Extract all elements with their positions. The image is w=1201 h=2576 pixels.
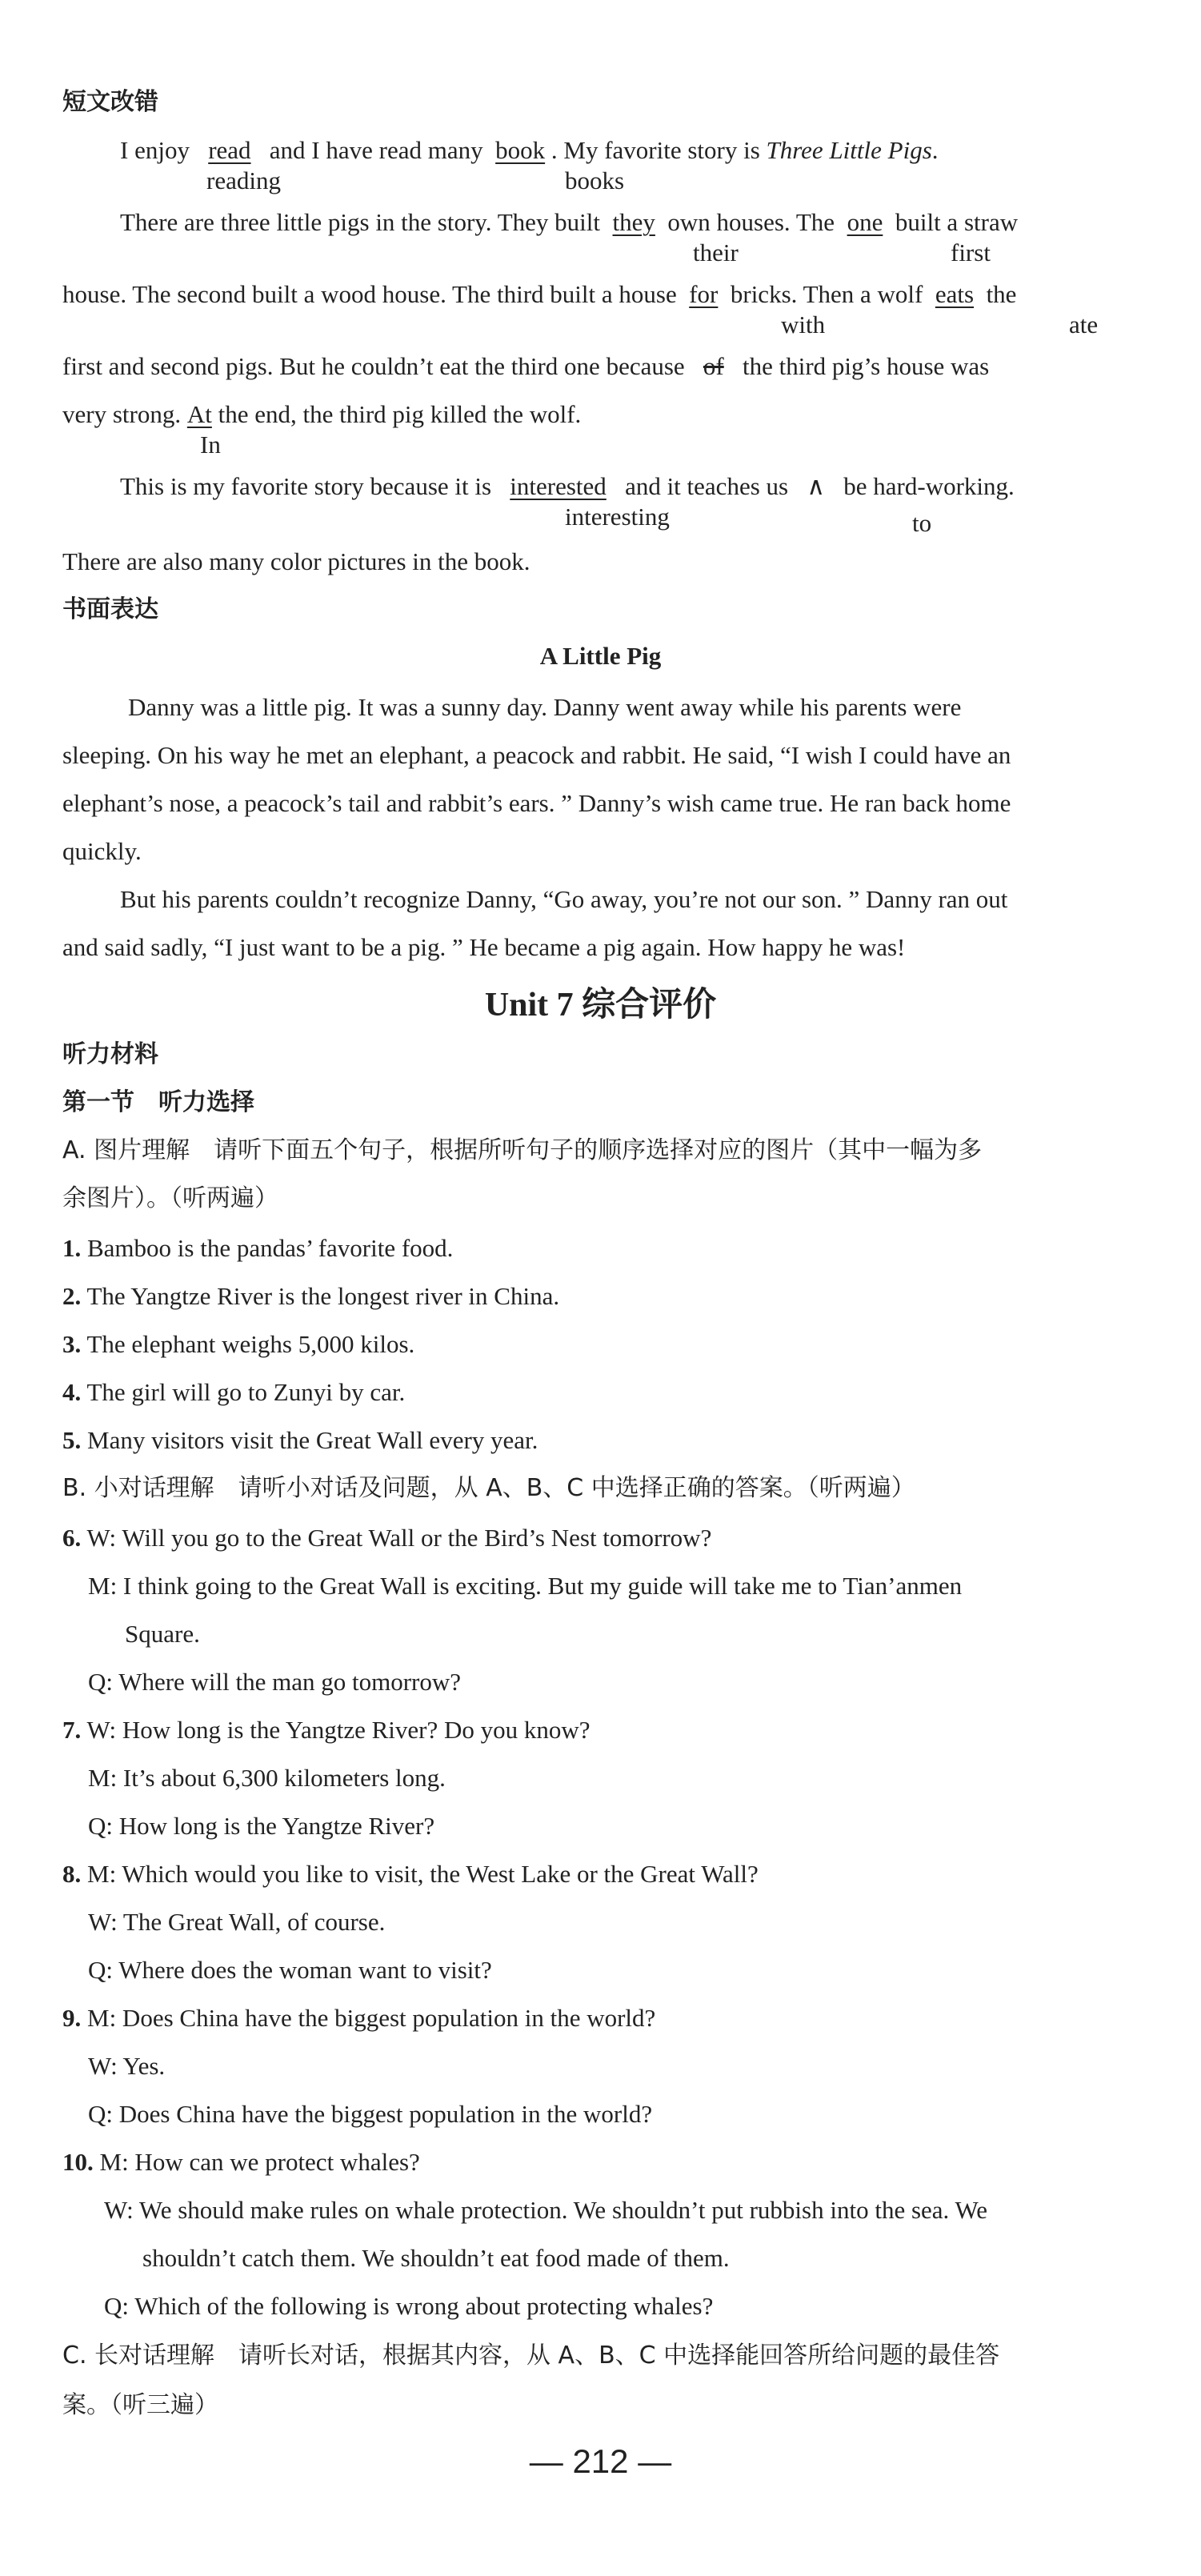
dialog-line: 8. M: Which would you like to visit, the West Lake or the Great Wall? bbox=[62, 1860, 759, 1888]
story-line: Danny was a little pig. It was a sunny day. Danny went away while his parents were bbox=[128, 693, 962, 721]
error-word-they: they bbox=[612, 208, 655, 236]
partA-instruction: A. 图片理解 请听下面五个句子，根据所听句子的顺序选择对应的图片（其中一幅为多 bbox=[62, 1136, 983, 1164]
partC-instruction-cont: 案。（听三遍） bbox=[62, 2391, 218, 2419]
dialog-line: 9. M: Does China have the biggest population in the world? bbox=[62, 2004, 656, 2032]
dialog-question: Q: Does China have the biggest population in the world? bbox=[88, 2100, 653, 2128]
dialog-line: Square. bbox=[125, 1620, 200, 1648]
correction-to: to bbox=[912, 509, 932, 537]
error-word-for: for bbox=[689, 280, 719, 308]
error-line-2: There are three little pigs in the story. They built they own houses. The one built a straw bbox=[120, 208, 1019, 236]
correction-in: In bbox=[200, 431, 221, 459]
part1-heading: 第一节 听力选择 bbox=[62, 1088, 254, 1116]
story-line: and said sadly, “I just want to be a pig. ” He became a pig again. How happy he was! bbox=[62, 933, 906, 961]
correction-ate: ate bbox=[1069, 310, 1099, 339]
dialog-line: M: I think going to the Great Wall is exciting. But my guide will take me to Tian’anmen bbox=[88, 1572, 963, 1600]
list-item: 2. The Yangtze River is the longest river in China. bbox=[62, 1282, 560, 1310]
error-line-3: house. The second built a wood house. The third built a house for bricks. Then a wolf eats the bbox=[62, 280, 1017, 308]
dialog-line: M: It’s about 6,300 kilometers long. bbox=[88, 1764, 446, 1792]
dialog-question: Q: Which of the following is wrong about protecting whales? bbox=[104, 2292, 714, 2320]
correction-books: books bbox=[565, 166, 625, 194]
error-line-4: first and second pigs. But he couldn’t eat the third one because of the third pig’s house was bbox=[62, 352, 990, 380]
section-heading-error-correction: 短文改错 bbox=[62, 88, 158, 116]
dialog-question: Q: Where does the woman want to visit? bbox=[88, 1956, 492, 1984]
story-line: quickly. bbox=[62, 837, 142, 865]
story-line: sleeping. On his way he met an elephant, a peacock and rabbit. He said, “I wish I could have an bbox=[62, 741, 1011, 769]
dialog-question: Q: Where will the man go tomorrow? bbox=[88, 1668, 462, 1696]
insert-caret: ∧ bbox=[807, 472, 826, 501]
unit-title: Unit 7 综合评价 bbox=[484, 987, 717, 1024]
listening-heading: 听力材料 bbox=[62, 1040, 158, 1068]
dialog-line: shouldn’t catch them. We shouldn’t eat food made of them. bbox=[142, 2244, 730, 2272]
dialog-line: 6. W: Will you go to the Great Wall or the Bird’s Nest tomorrow? bbox=[62, 1524, 712, 1552]
list-item: 1. Bamboo is the pandas’ favorite food. bbox=[62, 1234, 454, 1262]
partC-instruction: C. 长对话理解 请听长对话，根据其内容，从 A、B、C 中选择能回答所给问题的最佳答 bbox=[62, 2342, 1000, 2370]
error-word-at: At bbox=[186, 400, 212, 428]
list-item: 4. The girl will go to Zunyi by car. bbox=[62, 1378, 406, 1406]
list-item: 5. Many visitors visit the Great Wall every year. bbox=[62, 1426, 538, 1454]
correction-interesting: interesting bbox=[565, 503, 670, 531]
dialog-line: W: We should make rules on whale protection. We shouldn’t put rubbish into the sea. We bbox=[104, 2196, 988, 2224]
story-title: A Little Pig bbox=[539, 642, 662, 670]
error-word-one: one bbox=[847, 208, 883, 236]
page-number: — 212 — bbox=[529, 2442, 672, 2480]
correction-their: their bbox=[693, 238, 739, 266]
error-line-7: There are also many color pictures in the book. bbox=[62, 547, 530, 575]
error-word-of-deleted: of bbox=[703, 352, 724, 380]
correction-first: first bbox=[951, 238, 991, 266]
section-heading-writing: 书面表达 bbox=[62, 595, 158, 623]
partB-instruction: B. 小对话理解 请听小对话及问题，从 A、B、C 中选择正确的答案。（听两遍） bbox=[62, 1474, 915, 1502]
correction-with: with bbox=[781, 310, 826, 339]
error-line-4b: very strong. At the end, the third pig killed the wolf. bbox=[62, 400, 582, 428]
error-word-book: book bbox=[495, 136, 546, 164]
error-word-interested: interested bbox=[510, 472, 607, 500]
error-line-1: I enjoy read and I have read many book . My favorite story is Three Little Pigs. bbox=[120, 136, 939, 164]
dialog-line: 7. W: How long is the Yangtze River? Do you know? bbox=[62, 1716, 590, 1744]
story-line: But his parents couldn’t recognize Danny, “Go away, you’re not our son. ” Danny ran out bbox=[120, 885, 1008, 913]
dialog-line: W: Yes. bbox=[88, 2052, 166, 2080]
story-line: elephant’s nose, a peacock’s tail and rabbit’s ears. ” Danny’s wish came true. He ran back home bbox=[62, 789, 1011, 817]
error-word-read: read bbox=[208, 136, 251, 164]
story-title-italic: Three Little Pigs bbox=[766, 136, 932, 164]
dialog-line: W: The Great Wall, of course. bbox=[88, 1908, 386, 1936]
correction-reading: reading bbox=[206, 166, 281, 194]
partA-instruction-cont: 余图片）。（听两遍） bbox=[62, 1184, 278, 1212]
list-item: 3. The elephant weighs 5,000 kilos. bbox=[62, 1330, 415, 1358]
dialog-line: 10. M: How can we protect whales? bbox=[62, 2148, 420, 2176]
error-word-eats: eats bbox=[935, 280, 975, 308]
dialog-question: Q: How long is the Yangtze River? bbox=[88, 1812, 435, 1840]
error-line-6: This is my favorite story because it is interested and it teaches us ∧ be hard-working. bbox=[120, 472, 1015, 501]
